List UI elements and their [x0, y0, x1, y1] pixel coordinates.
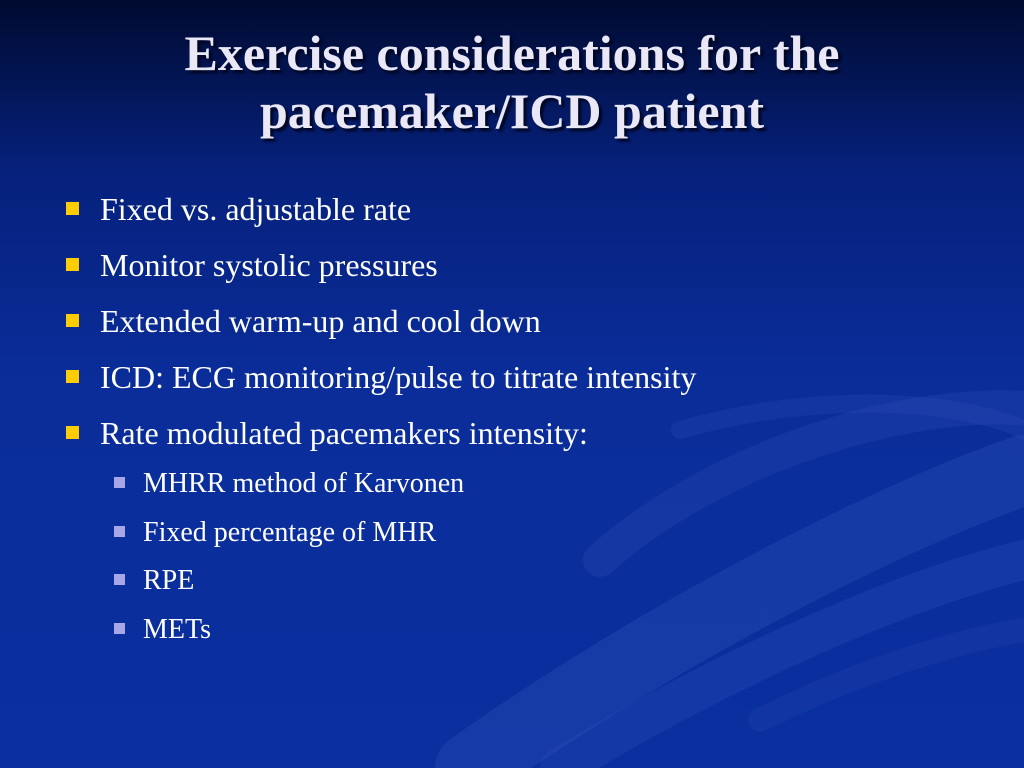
sub-bullet-text: Fixed percentage of MHR	[143, 517, 437, 548]
slide-title: Exercise considerations for the pacemaker/ICD patient	[184, 25, 840, 139]
square-sub-bullet-icon	[114, 526, 125, 537]
sub-bullet-item	[114, 516, 436, 550]
square-bullet-icon	[66, 426, 79, 439]
sub-bullet-text: RPE	[143, 565, 195, 596]
bullet-item	[66, 245, 438, 285]
bullet-item	[66, 413, 588, 453]
square-bullet-icon	[66, 202, 79, 215]
square-sub-bullet-icon	[114, 477, 125, 488]
bullet-item	[66, 189, 411, 229]
sub-bullet-item	[114, 613, 211, 647]
square-bullet-icon	[66, 370, 79, 383]
bullet-text: ICD: ECG monitoring/pulse to titrate intensity	[100, 359, 697, 395]
sub-bullet-text: MHRR method of Karvonen	[143, 468, 465, 499]
square-bullet-icon	[66, 314, 79, 327]
bullet-text: Monitor systolic pressures	[100, 247, 438, 283]
bullet-item	[66, 357, 696, 397]
sub-bullet-text: METs	[143, 614, 212, 645]
sub-bullet-item	[114, 564, 194, 598]
bullet-item	[66, 301, 541, 341]
bullet-text: Rate modulated pacemakers intensity:	[100, 415, 588, 451]
square-bullet-icon	[66, 258, 79, 271]
sub-bullet-item	[114, 467, 464, 501]
bullet-text: Fixed vs. adjustable rate	[100, 191, 412, 227]
square-sub-bullet-icon	[114, 623, 125, 634]
square-sub-bullet-icon	[114, 574, 125, 585]
bullet-text: Extended warm-up and cool down	[100, 303, 541, 339]
